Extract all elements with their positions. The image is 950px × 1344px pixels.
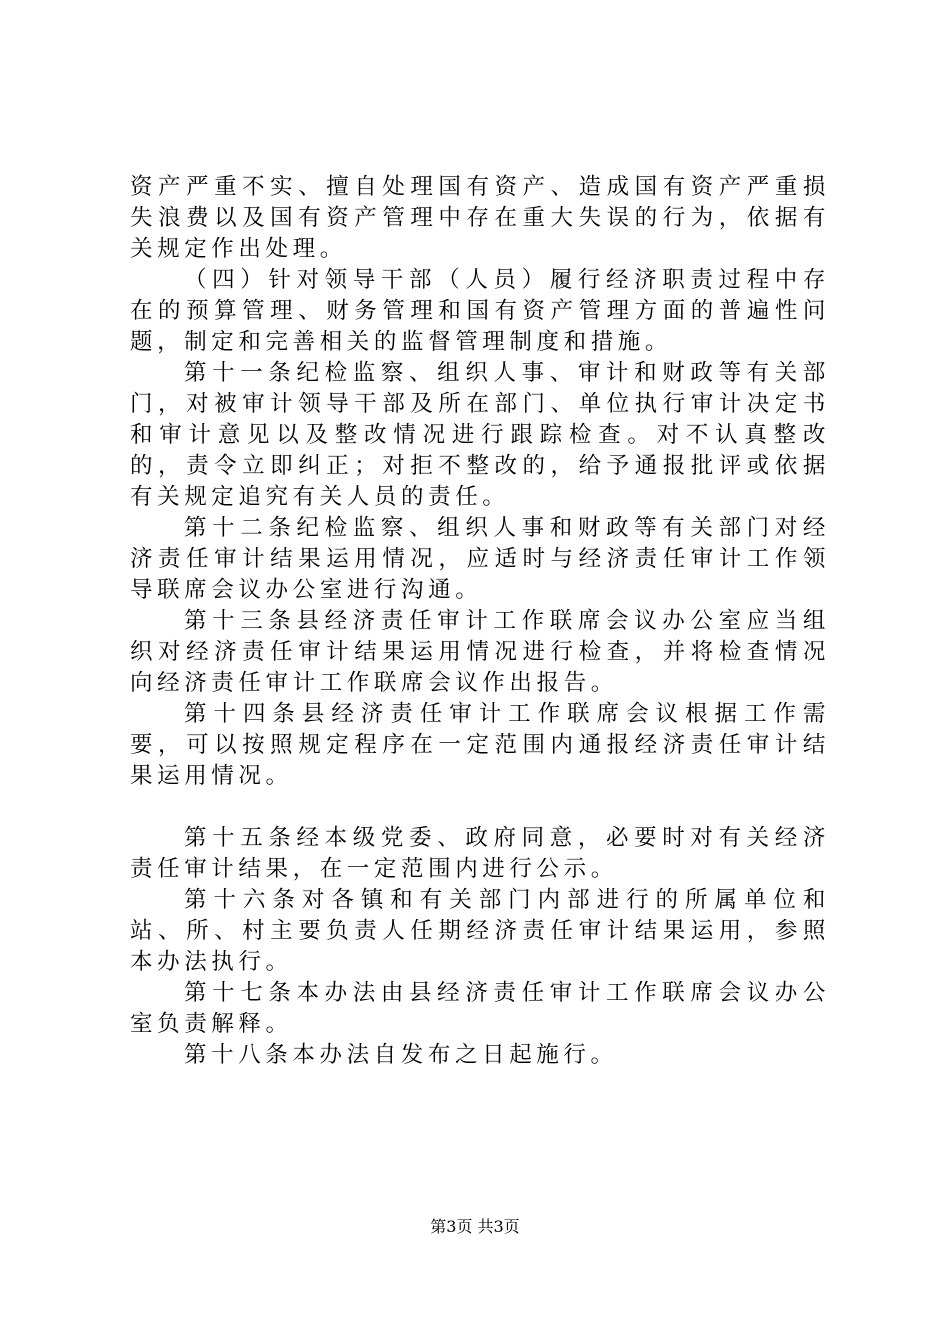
page-footer bbox=[0, 1216, 950, 1238]
paragraph-article-11: 第十一条纪检监察、组织人事、审计和财政等有关部门，对被审计领导干部及所在部门、单位执行审计决定书和审计意见以及整改情况进行跟踪检查。对不认真整改的，责令立即纠正；对拒不整改的，给予通报批评或依据有关规定追究有关人员的责任。 bbox=[130, 360, 830, 510]
paragraph-continuation: 资产严重不实、擅自处理国有资产、造成国有资产严重损失浪费以及国有资产管理中存在重大失误的行为，依据有关规定作出处理。 bbox=[130, 174, 830, 262]
paragraph-article-17: 第十七条本办法由县经济责任审计工作联席会议办公室负责解释。 bbox=[130, 980, 830, 1037]
paragraph-article-14: 第十四条县经济责任审计工作联席会议根据工作需要，可以按照规定程序在一定范围内通报经济责任审计结果运用情况。 bbox=[130, 701, 830, 789]
paragraph-article-18: 第十八条本办法自发布之日起施行。 bbox=[184, 1042, 618, 1068]
page-number: 第3页 共3页 bbox=[430, 1217, 520, 1236]
paragraph-item-4: （四）针对领导干部（人员）履行经济职责过程中存在的预算管理、财务管理和国有资产管理方面的普遍性问题，制定和完善相关的监督管理制度和措施。 bbox=[130, 267, 830, 355]
paragraph-article-13: 第十三条县经济责任审计工作联席会议办公室应当组织对经济责任审计结果运用情况进行检查，并将检查情况向经济责任审计工作联席会议作出报告。 bbox=[130, 608, 830, 696]
paragraph-article-16: 第十六条对各镇和有关部门内部进行的所属单位和站、所、村主要负责人任期经济责任审计结果运用，参照本办法执行。 bbox=[130, 887, 830, 975]
paragraph-article-12: 第十二条纪检监察、组织人事和财政等有关部门对经济责任审计结果运用情况，应适时与经济责任审计工作领导联席会议办公室进行沟通。 bbox=[130, 515, 830, 603]
paragraph-article-15: 第十五条经本级党委、政府同意，必要时对有关经济责任审计结果，在一定范围内进行公示。 bbox=[130, 825, 830, 882]
document-body bbox=[130, 172, 830, 1071]
